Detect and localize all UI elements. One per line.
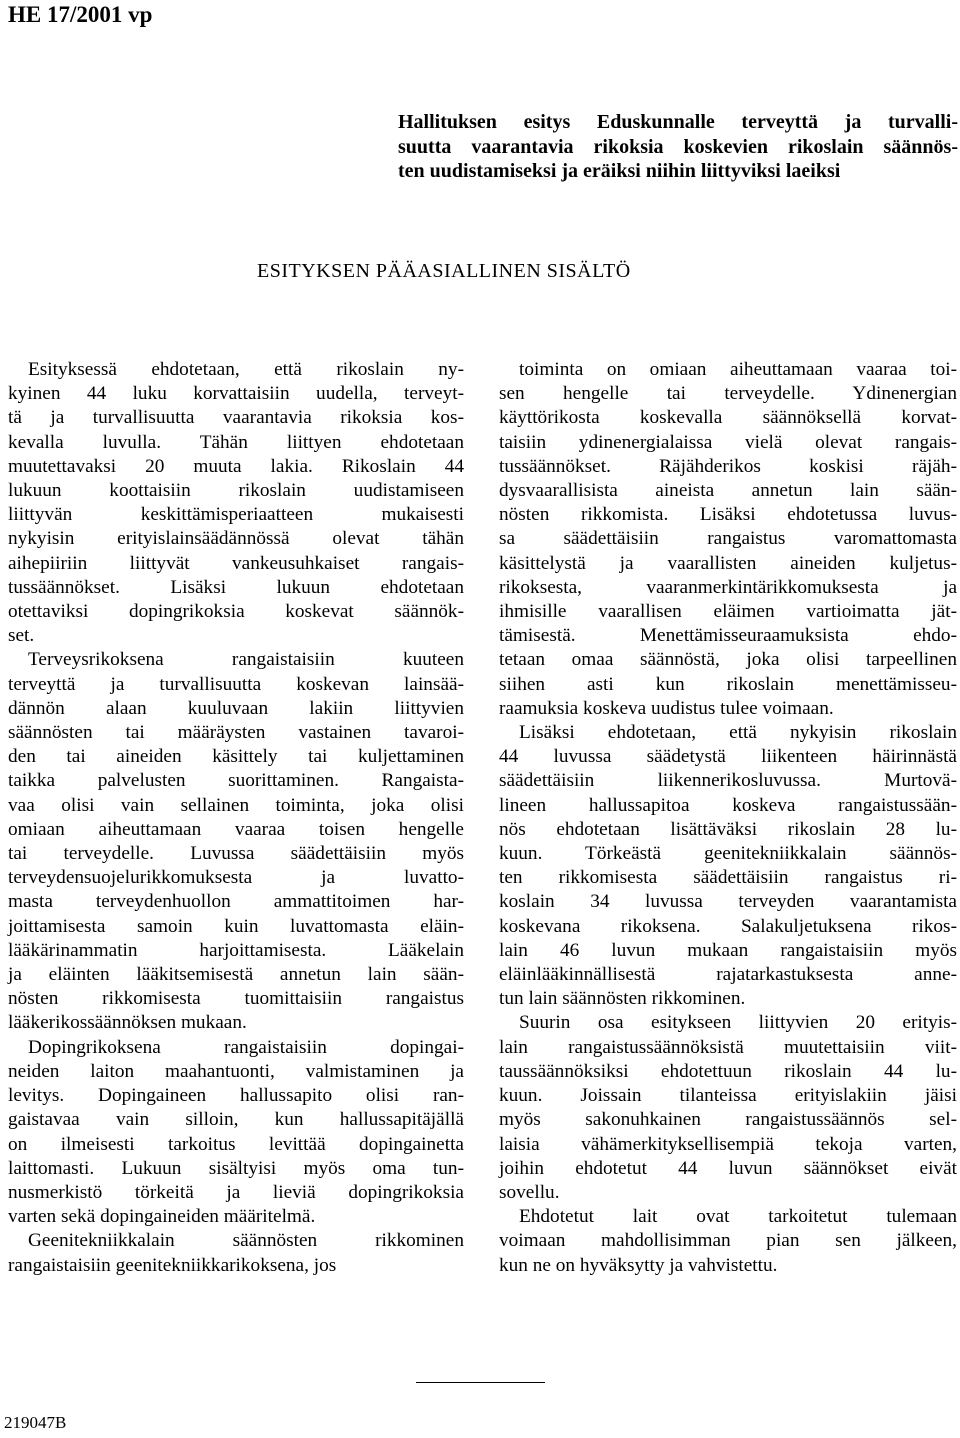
- text-line: nösten rikkomista. Lisäksi ehdotetussa luvus-: [499, 504, 957, 526]
- text-line: neiden laiton maahantuonti, valmistaminen ja: [8, 1060, 464, 1082]
- text-line: nös ehdotetaan lisättäväksi rikoslain 28 lu-: [499, 818, 957, 840]
- text-line: dysvaarallisista aineista annetun lain sään-: [499, 480, 957, 502]
- text-line: tä ja turvallisuutta vaarantavia rikoksia kos-: [8, 407, 464, 429]
- text-line: vaa olisi vain sellainen toiminta, joka olisi: [8, 794, 464, 816]
- text-line: ja eläinten lääkitsemisestä annetun lain sään-: [8, 964, 464, 986]
- text-line: terveyttä ja turvallisuutta koskevan lainsää-: [8, 673, 464, 695]
- text-line: toiminta on omiaan aiheuttamaan vaaraa toi-: [519, 359, 957, 380]
- text-line: rangaistaisiin geenitekniikkarikoksena, jos: [8, 1254, 337, 1276]
- text-line: myös sakonuhkainen rangaistussäännös sel-: [499, 1109, 957, 1131]
- paragraph: [499, 1205, 957, 1278]
- text-line: säännösten tai määräysten vastainen tavaroi-: [8, 722, 464, 744]
- text-line: koslain 34 luvussa terveyden vaarantamista: [499, 891, 957, 913]
- text-line: lain rangaistussäännöksistä muutettaisiin viit-: [499, 1036, 957, 1058]
- text-line: 44 luvussa säädetystä liikenteen häirinnästä: [499, 746, 957, 768]
- left-column: [8, 358, 464, 1278]
- text-line: Dopingrikoksena rangaistaisiin dopingai-: [28, 1036, 464, 1058]
- text-line: den tai aineiden käsittely tai kuljettaminen: [8, 746, 464, 768]
- text-line: tai terveydelle. Luvussa säädettäisiin myös: [8, 843, 464, 865]
- text-line: gaistavaa vain silloin, kun hallussapitäjällä: [8, 1109, 464, 1131]
- print-code: 219047B: [4, 1413, 67, 1432]
- title-line: suutta vaarantavia rikoksia koskevien rikoslain säännös-: [398, 135, 958, 158]
- text-line: dännön alaan kuuluvaan lakiin liittyvien: [8, 697, 464, 719]
- text-line: sa säädettäisiin rangaistus varomattomasta: [499, 528, 957, 550]
- text-line: kuun. Törkeästä geenitekniikkalain säännös-: [499, 843, 957, 865]
- text-line: eläinlääkinnällisestä rajatarkastuksesta anne-: [499, 964, 957, 986]
- text-line: liittyvän keskittämisperiaatteen mukaisesti: [8, 504, 464, 526]
- document-id: HE 17/2001 vp: [8, 2, 153, 27]
- text-line: muutettavaksi 20 muuta lakia. Rikoslain 44: [8, 455, 464, 477]
- paragraph: [8, 648, 464, 1035]
- title-line: ten uudistamiseksi ja eräiksi niihin liittyviksi laeiksi: [398, 160, 841, 183]
- text-line: sovellu.: [499, 1181, 560, 1203]
- text-line: laisia vähämerkityksellisempiä tekoja varten,: [499, 1133, 957, 1155]
- text-line: varten sekä dopingaineiden määritelmä.: [8, 1206, 316, 1228]
- text-line: omiaan aiheuttamaan vaaraa toisen hengelle: [8, 818, 464, 840]
- text-line: raamuksia koskeva uudistus tulee voimaan.: [499, 697, 834, 719]
- text-line: tämisestä. Menettämisseuraamuksista ehdo-: [499, 625, 957, 647]
- text-line: kuun. Joissain tilanteissa erityislakiin jäisi: [499, 1085, 957, 1107]
- text-line: Geenitekniikkalain säännösten rikkominen: [28, 1230, 464, 1252]
- text-line: lukuun koottaisiin rikoslain uudistamiseen: [8, 480, 464, 502]
- paragraph: [499, 721, 957, 1011]
- text-line: Terveysrikoksena rangaistaisiin kuuteen: [28, 649, 464, 671]
- text-line: lääkerikossäännöksen mukaan.: [8, 1012, 247, 1034]
- text-line: tetaan omaa säännöstä, joka olisi tarpeellinen: [499, 649, 957, 671]
- text-line: lääkärinammatin harjoittamisesta. Lääkelain: [8, 939, 464, 961]
- text-line: kyinen 44 luku korvattaisiin uudella, terveyt-: [8, 383, 464, 405]
- text-line: sen hengelle tai terveydelle. Ydinenergian: [499, 383, 957, 405]
- document-title: [398, 110, 958, 184]
- text-line: joihin ehdotetut 44 luvun säännökset eivät: [499, 1157, 957, 1179]
- text-line: lain 46 luvun mukaan rangaistaisiin myös: [499, 939, 957, 961]
- text-line: levitys. Dopingaineen hallussapito olisi ran-: [8, 1085, 464, 1107]
- section-heading: ESITYKSEN PÄÄASIALLINEN SISÄLTÖ: [257, 260, 631, 282]
- paragraph: [499, 358, 957, 721]
- text-line: kun ne on hyväksytty ja vahvistettu.: [499, 1254, 778, 1276]
- text-line: Esityksessä ehdotetaan, että rikoslain ny-: [28, 359, 464, 380]
- text-line: Lisäksi ehdotetaan, että nykyisin rikoslain: [519, 722, 957, 744]
- text-line: kevalla luvulla. Tähän liittyen ehdotetaan: [8, 431, 464, 453]
- text-line: tun lain säännösten rikkominen.: [499, 988, 746, 1010]
- text-line: taussäännöksiksi ehdotettuun rikoslain 44 lu-: [499, 1060, 957, 1082]
- text-line: voimaan mahdollisimman pian sen jälkeen,: [499, 1230, 957, 1252]
- text-line: taikka palvelusten suorittaminen. Rangaista-: [8, 770, 464, 792]
- text-line: nusmerkistö törkeitä ja lieviä dopingrikoksia: [8, 1181, 464, 1203]
- text-line: käyttörikosta koskevalla säännöksellä korvat-: [499, 407, 957, 429]
- paragraph: [8, 1229, 464, 1277]
- paragraph: [8, 358, 464, 648]
- text-line: terveydensuojelurikkomuksesta ja luvatto-: [8, 867, 464, 889]
- text-line: ten rikkomisesta säädettäisiin rangaistus ri-: [499, 867, 957, 889]
- text-line: tussäännökset. Räjähderikos koskisi räjäh-: [499, 455, 957, 477]
- text-line: nösten rikkomisesta tuomittaisiin rangaistus: [8, 988, 464, 1010]
- text-line: on ilmeisesti tarkoitus levittää dopingainetta: [8, 1133, 464, 1155]
- footnote-divider: [416, 1382, 545, 1383]
- text-line: tussäännökset. Lisäksi lukuun ehdotetaan: [8, 576, 464, 598]
- text-line: lineen hallussapitoa koskeva rangaistussään-: [499, 794, 957, 816]
- title-line: Hallituksen esitys Eduskunnalle terveyttä ja turvalli-: [398, 111, 958, 133]
- right-column: [499, 358, 957, 1278]
- paragraph: [499, 1011, 957, 1205]
- text-line: siihen asti kun rikoslain menettämisseu-: [499, 673, 957, 695]
- text-line: taisiin ydinenergialaissa vielä olevat rangais-: [499, 431, 957, 453]
- text-line: joittamisesta samoin kuin luvattomasta eläin-: [8, 915, 464, 937]
- text-line: Ehdotetut lait ovat tarkoitetut tulemaan: [519, 1206, 957, 1228]
- paragraph: [8, 1036, 464, 1230]
- text-line: rikoksesta, vaaranmerkintärikkomuksesta ja: [499, 576, 957, 598]
- text-line: laittomasti. Lukuun sisältyisi myös oma tun-: [8, 1157, 464, 1179]
- text-line: ihmisille vaarallisen eläimen vartioimatta jät-: [499, 601, 957, 623]
- text-line: set.: [8, 625, 35, 647]
- text-line: otettaviksi dopingrikoksia koskevat säännök-: [8, 601, 464, 623]
- text-line: Suurin osa esitykseen liittyvien 20 erityis-: [519, 1012, 957, 1034]
- text-line: säädettäisiin liikennerikosluvussa. Murtovä-: [499, 770, 957, 792]
- text-line: aihepiiriin liittyvät vankeusuhkaiset rangais-: [8, 552, 464, 574]
- text-line: masta terveydenhuollon ammattitoimen har-: [8, 891, 464, 913]
- text-line: käsittelystä ja vaarallisten aineiden kuljetus-: [499, 552, 957, 574]
- text-line: koskevana rikoksena. Salakuljetuksena rikos-: [499, 915, 957, 937]
- text-line: nykyisin erityislainsäädännössä olevat tähän: [8, 528, 464, 550]
